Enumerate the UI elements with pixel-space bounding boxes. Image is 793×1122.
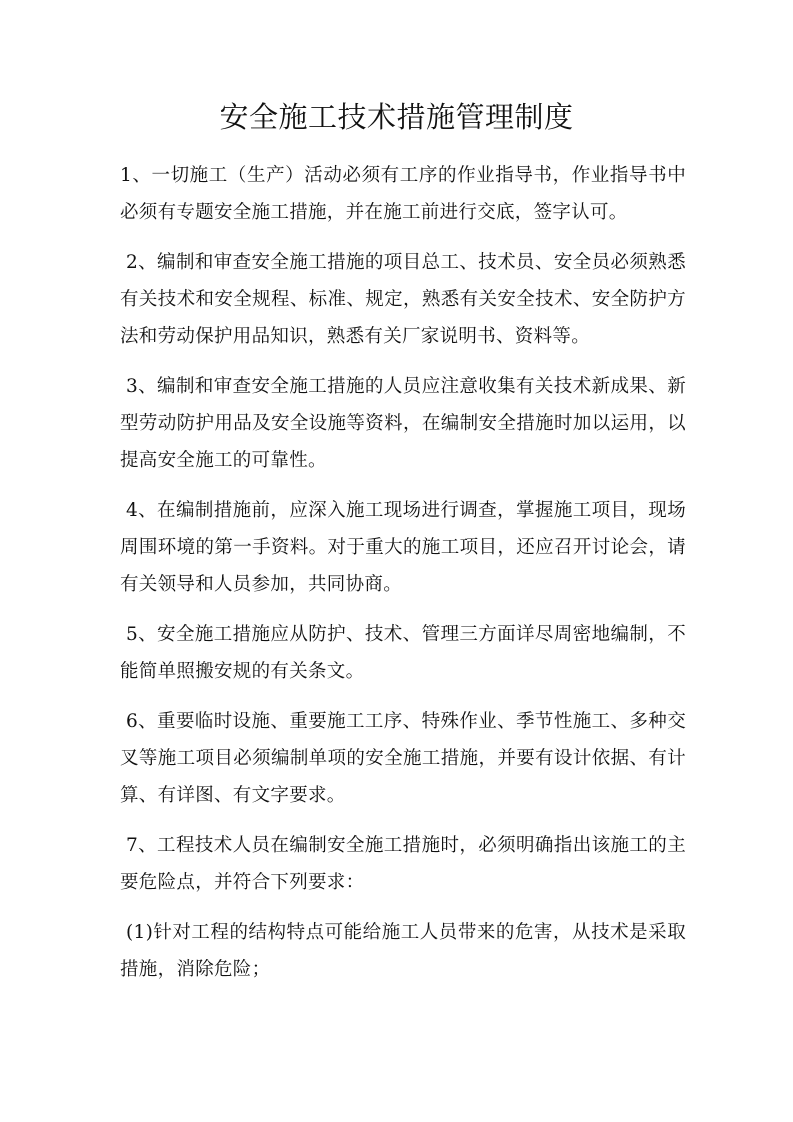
paragraph-7: 7、工程技术人员在编制安全施工措施时，必须明确指出该施工的主要危险点，并符合下列要求：	[120, 835, 686, 893]
paragraph-4: 4、在编制措施前，应深入施工现场进行调查，掌握施工项目，现场周围环境的第一手资料。对于重大的施工项目，还应召开讨论会，请有关领导和人员参加，共同协商。	[120, 500, 686, 595]
paragraph-7-item-1: (1)针对工程的结构特点可能给施工人员带来的危害，从技术是采取措施，消除危险；	[120, 922, 686, 980]
paragraph-3: 3、编制和审查安全施工措施的人员应注意收集有关技术新成果、新型劳动防护用品及安全设施等资料，在编制安全措施时加以运用，以提高安全施工的可靠性。	[120, 376, 686, 471]
paragraph-5: 5、安全施工措施应从防护、技术、管理三方面详尽周密地编制，不能简单照搬安规的有关条文。	[120, 624, 686, 682]
paragraph-2: 2、编制和审查安全施工措施的项目总工、技术员、安全员必须熟悉有关技术和安全规程、标准、规定，熟悉有关安全技术、安全防护方法和劳动保护用品知识，熟悉有关厂家说明书、资料等。	[120, 252, 686, 347]
document-body	[120, 157, 686, 1001]
paragraph-6: 6、重要临时设施、重要施工工序、特殊作业、季节性施工、多种交叉等施工项目必须编制单项的安全施工措施，并要有设计依据、有计算、有详图、有文字要求。	[120, 711, 686, 806]
paragraph-1: 1、一切施工（生产）活动必须有工序的作业指导书，作业指导书中必须有专题安全施工措施，并在施工前进行交底，签字认可。	[120, 165, 686, 223]
document-title: 安全施工技术措施管理制度	[219, 100, 574, 134]
